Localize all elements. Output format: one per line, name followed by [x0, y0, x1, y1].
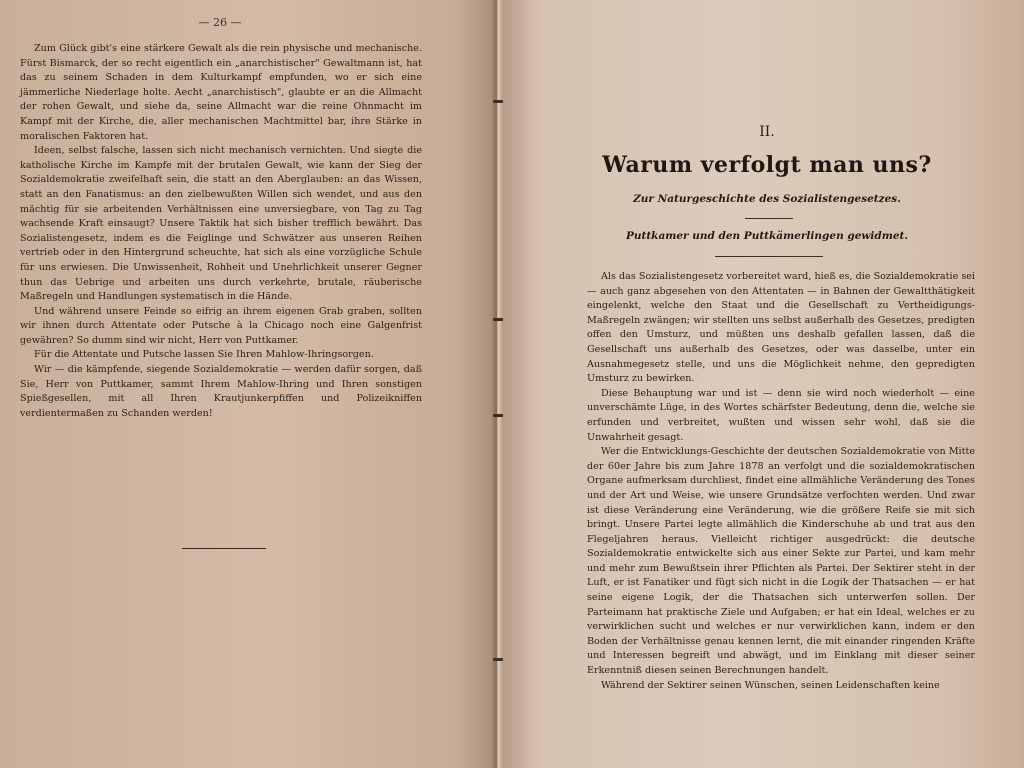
section-end-rule: [182, 548, 266, 549]
book-gutter: [491, 0, 503, 768]
chapter-subtitle: Zur Naturgeschichte des Sozialistengesetzes.: [633, 193, 901, 205]
paragraph: Für die Attentate und Putsche lassen Sie Ihren Mahlow-Ihringsorgen.: [34, 349, 374, 361]
left-page-body: [20, 42, 422, 421]
binding-staple: [493, 318, 503, 321]
binding-staple: [493, 100, 503, 103]
paragraph: Wir — die kämpfende, siegende Sozialdemokratie — werden dafür sorgen, daß Sie, Herr von Puttkamer, sammt Ihrem Mahlow-Ihring und Ihren sonstigen Spießgesellen, mit all Ihren Krautjunkerpfiffen und Polizeikniffen verdientermaßen zu Schanden werden!: [20, 364, 422, 419]
binding-staple: [493, 658, 503, 661]
paragraph: Während der Sektirer seinen Wünschen, seinen Leidenschaften keine: [601, 679, 940, 691]
right-page: [497, 0, 1024, 768]
paragraph: Ideen, selbst falsche, lassen sich nicht mechanisch vernichten. Und siegte die katholische Kirche im Kampfe mit der brutalen Gewalt, wie kann der Sieg der Sozialdemokratie zweifelhaft sein, die statt an den Aberglauben: an das Wissen, statt an den Fanatismus: an den zielbewußten Willen sich wendet, und aus den mächtig für sie arbeitenden Verhältnissen eine unversiegbare, von Tag zu Tag wachsende Kraft einsaugt? Unsere Taktik hat sich bisher trefflich bewährt. Das Sozialistengesetz, indem es die Feiglinge und Schwätzer aus unseren Reihen vertrieb oder in den Hintergrund scheuchte, hat sich als eine vorzügliche Schule für uns erwiesen. Die Unwissenheit, Rohheit und Unehrlichkeit unserer Gegner thun das Uebrige und arbeiten uns durch verkehrte, brutale, räuberische Maßregeln und Handlungen systematisch in die Hände.: [20, 145, 422, 303]
title-divider: [745, 218, 793, 219]
left-page: [0, 0, 497, 768]
chapter-title: Warum verfolgt man uns?: [602, 152, 932, 178]
chapter-dedication: Puttkamer und den Puttkämerlingen gewidmet.: [625, 230, 909, 242]
dedication-divider: [715, 256, 823, 257]
right-page-body: [587, 270, 975, 710]
binding-staple: [493, 414, 503, 417]
page-number: — 26 —: [198, 16, 242, 29]
paragraph: Zum Glück gibt's eine stärkere Gewalt als die rein physische und mechanische. Fürst Bismarck, der so recht eigentlich ein „anarchistischer" Gewaltmann ist, hat das zu seinem Schaden in dem Kulturkampf empfunden, wo er sich eine jämmerliche Niederlage holte. Aecht „anarchistisch", glaubte er an die Allmacht der rohen Gewalt, und siehe da, seine Allmacht war die reine Ohnmacht im Kampf mit der Kirche, die, aller mechanischen Machtmittel bar, ihre Stärke in moralischen Faktoren hat.: [20, 43, 422, 142]
paragraph: Und während unsere Feinde so eifrig an ihrem eigenen Grab graben, sollten wir ihnen durch Attentate oder Putsche à la Chicago noch eine Galgenfrist gewähren? So dumm sind wir nicht, Herr von Puttkamer.: [20, 305, 422, 346]
paragraph: Wer die Entwicklungs-Geschichte der deutschen Sozialdemokratie von Mitte der 60er Jahre bis zum Jahre 1878 an verfolgt und die sozialdemokratischen Organe aufmerksam durchliest, findet eine allmähliche Veränderung des Tones und der Art und Weise, wie unsere Grundsätze verfochten werden. Und zwar ist diese Veränderung eine Veränderung, wie die größere Reife sie mit sich bringt. Unsere Partei legte allmählich die Kinderschuhe ab und trat aus den Flegeljahren heraus. Vielleicht richtiger ausgedrückt: die deutsche Sozialdemokratie entwickelte sich aus einer Sekte zur Partei, und kam mehr und mehr zum Bewußtsein ihrer Pflichten als Partei. Der Sektirer steht in der Luft, er ist Fanatiker und fügt sich nicht in die Logik der Thatsachen — er hat seine eigene Logik, der die Thatsachen sich unterwerfen sollen. Der Parteimann hat praktische Ziele und Aufgaben; er hat ein Ideal, welches er zu verwirklichen sucht und welches er nur verwirklichen kann, indem er den Boden der Verhältnisse genau kennen lernt, die mit einander ringenden Kräfte und Interessen begreift und abwägt, und im Einklang mit dieser seiner Erkenntniß diesen seinen Berechnungen handelt.: [587, 446, 975, 677]
chapter-number: II.: [759, 124, 775, 140]
paragraph: Diese Behauptung war und ist — denn sie wird noch wiederholt — eine unverschämte Lüge, in des Wortes schärfster Bedeutung, denn die, welche sie erfunden und verbreitet, wußten und wissen sehr wohl, daß sie die Unwahrheit gesagt.: [587, 387, 975, 443]
paragraph: Als das Sozialistengesetz vorbereitet ward, hieß es, die Sozialdemokratie sei — auch ganz abgesehen von den Attentaten — in Bahnen der Gewaltthätigkeit eingelenkt, welche den Staat und die Gesellschaft zu Vertheidigungs-Maßregeln zwängen; wir stellten uns selbst außerhalb des Gesetzes, predigten offen den Umsturz, und müßten uns deshalb gefallen lassen, daß die Gesellschaft uns außerhalb des Gesetzes, oder was dasselbe, unter ein Ausnahmegesetz stelle, und uns die Möglichkeit nehme, den gepredigten Umsturz zu bewirken.: [587, 271, 975, 385]
